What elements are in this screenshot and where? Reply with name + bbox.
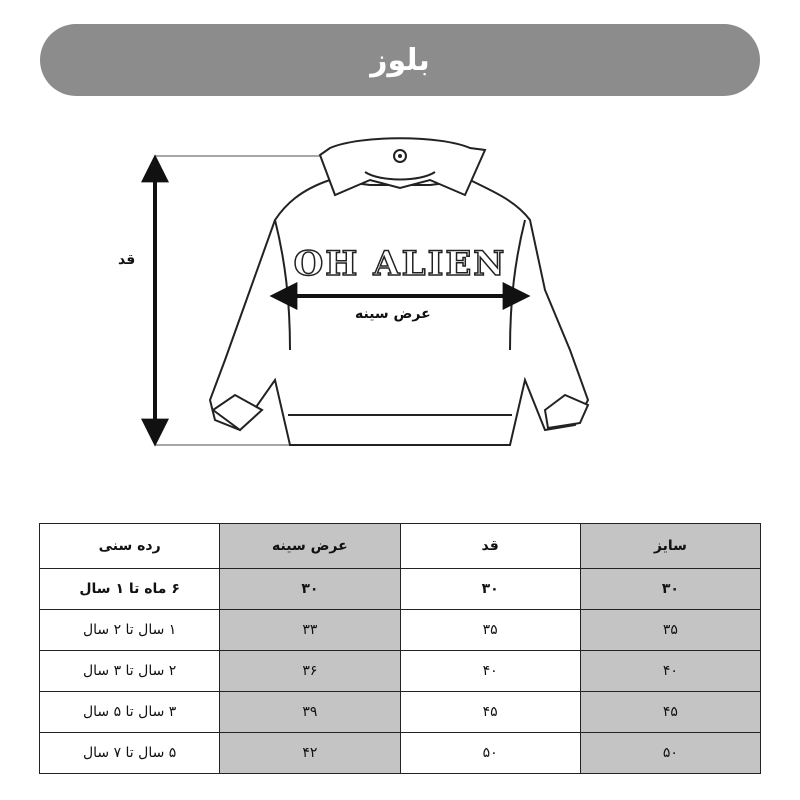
cell-age: ۳ سال تا ۵ سال bbox=[40, 692, 220, 733]
length-label: قد bbox=[118, 252, 136, 268]
table-row bbox=[40, 651, 761, 692]
table-row bbox=[40, 610, 761, 651]
sweatshirt-diagram bbox=[0, 110, 800, 470]
cell-size: ۵۰ bbox=[580, 733, 760, 774]
cell-length: ۴۵ bbox=[400, 692, 580, 733]
cell-size: ۳۰ bbox=[580, 569, 760, 610]
shirt-print-text: OH ALIEN bbox=[293, 244, 507, 284]
size-table bbox=[39, 523, 761, 774]
cell-age: ۵ سال تا ۷ سال bbox=[40, 733, 220, 774]
collar bbox=[320, 138, 485, 195]
page-title: بلوز bbox=[370, 42, 430, 78]
cell-age: ۱ سال تا ۲ سال bbox=[40, 610, 220, 651]
cell-age: ۲ سال تا ۳ سال bbox=[40, 651, 220, 692]
chest-width-label: عرض سینه bbox=[355, 306, 431, 322]
sweatshirt-illustration bbox=[0, 110, 800, 470]
cell-chest: ۳۶ bbox=[220, 651, 400, 692]
cell-size: ۴۰ bbox=[580, 651, 760, 692]
table-row bbox=[40, 692, 761, 733]
cell-length: ۵۰ bbox=[400, 733, 580, 774]
cell-length: ۳۵ bbox=[400, 610, 580, 651]
cell-chest: ۳۰ bbox=[220, 569, 400, 610]
cell-age: ۶ ماه تا ۱ سال bbox=[40, 569, 220, 610]
cell-size: ۳۵ bbox=[580, 610, 760, 651]
cell-chest: ۳۳ bbox=[220, 610, 400, 651]
cell-length: ۴۰ bbox=[400, 651, 580, 692]
table-header-row bbox=[40, 524, 761, 569]
cell-chest: ۴۲ bbox=[220, 733, 400, 774]
table-row bbox=[40, 569, 761, 610]
header-chest: عرض سینه bbox=[220, 524, 400, 569]
cell-chest: ۳۹ bbox=[220, 692, 400, 733]
title-banner bbox=[40, 24, 760, 96]
table-row bbox=[40, 733, 761, 774]
cell-size: ۴۵ bbox=[580, 692, 760, 733]
header-length: قد bbox=[400, 524, 580, 569]
cell-length: ۳۰ bbox=[400, 569, 580, 610]
header-size: سایز bbox=[580, 524, 760, 569]
header-age: رده سنی bbox=[40, 524, 220, 569]
